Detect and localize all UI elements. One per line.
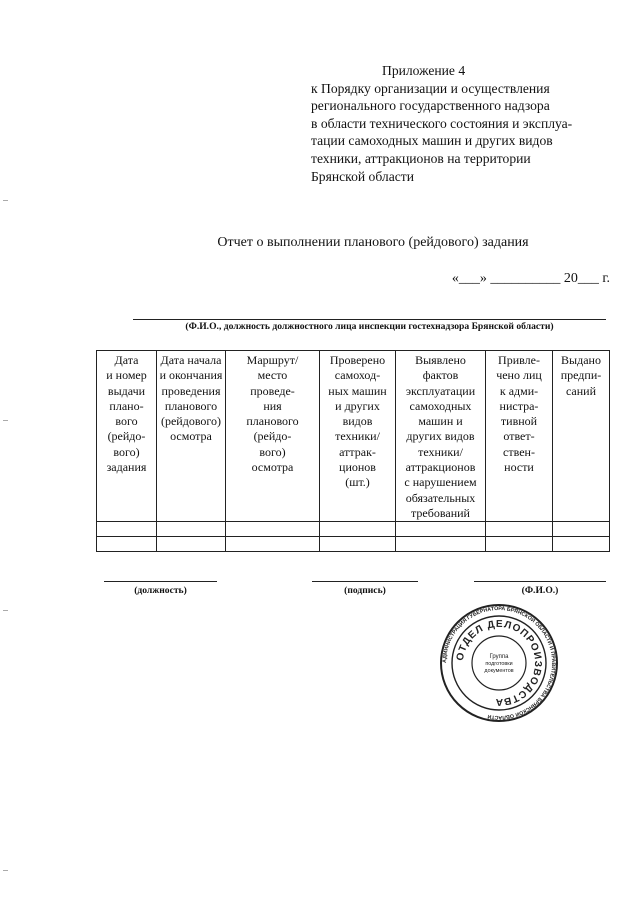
table-cell[interactable]	[396, 522, 486, 537]
table-cell[interactable]	[320, 522, 396, 537]
table-row	[97, 522, 610, 537]
position-underline	[104, 581, 217, 582]
table-cell[interactable]	[396, 537, 486, 552]
document-title: Отчет о выполнении планового (рейдового) задания	[217, 235, 529, 250]
stamp-center-line: Группа	[489, 654, 509, 660]
column-header: Дата начала и окончания проведения планового (рейдового) осмотра	[157, 351, 226, 522]
table-cell[interactable]	[553, 522, 610, 537]
appendix-line: регионального государственного надзора	[311, 98, 550, 114]
table-row	[97, 537, 610, 552]
column-header: Выявлено фактов эксплуатации самоходных машин и других видов техники/ аттракционов с нарушением обязательных требований	[396, 351, 486, 522]
table-cell[interactable]	[320, 537, 396, 552]
table-cell[interactable]	[97, 522, 157, 537]
table-cell[interactable]	[226, 537, 320, 552]
appendix-heading: Приложение 4	[382, 63, 466, 78]
table-cell[interactable]	[226, 522, 320, 537]
fio-caption: (Ф.И.О., должность должностного лица инспекции гостехнадзора Брянской области)	[185, 321, 554, 332]
table-cell[interactable]	[97, 537, 157, 552]
column-header: Дата и номер выдачи плано- вого (рейдо- вого) задания	[97, 351, 157, 522]
column-header: Привле- чено лиц к адми- нистра- тивной ответ- ствен- ности	[486, 351, 553, 522]
name-caption: (Ф.И.О.)	[521, 585, 559, 596]
fio-underline	[133, 319, 606, 320]
appendix-line: к Порядку организации и осуществления	[311, 80, 550, 96]
signature-caption: (подпись)	[344, 585, 386, 596]
report-table	[96, 350, 610, 552]
stamp-center-line: подготовки	[485, 661, 513, 667]
scan-mark	[3, 200, 8, 201]
table-cell[interactable]	[553, 537, 610, 552]
appendix-block	[311, 62, 611, 185]
name-underline	[474, 581, 606, 582]
scan-mark	[3, 870, 8, 871]
position-caption: (должность)	[134, 585, 187, 596]
scan-mark	[3, 610, 8, 611]
scan-mark	[3, 420, 8, 421]
table-cell[interactable]	[157, 522, 226, 537]
date-line: «___» __________ 20___ г.	[451, 271, 610, 286]
stamp-ring-text: ОТДЕЛ ДЕЛОПРОИЗВОДСТВА	[454, 618, 544, 708]
table-cell[interactable]	[157, 537, 226, 552]
office-stamp	[439, 603, 559, 723]
column-header: Проверено самоход- ных машин и других видов техники/ аттрак- ционов (шт.)	[320, 351, 396, 522]
column-header: Маршрут/ место проведе- ния планового (рейдо- вого) осмотра	[226, 351, 320, 522]
column-header: Выдано предпи- саний	[553, 351, 610, 522]
stamp-center-line: документов	[484, 668, 514, 674]
table-cell[interactable]	[486, 522, 553, 537]
appendix-line: Брянской области	[311, 168, 414, 184]
appendix-line: в области технического состояния и эксплуа-	[311, 115, 573, 131]
stamp-outer-text: АДМИНИСТРАЦИЯ ГУБЕРНАТОРА БРЯНСКОЙ ОБЛАСТИ И ПРАВИТЕЛЬСТВА БРЯНСКОЙ ОБЛАСТИ	[441, 605, 557, 721]
table-cell[interactable]	[486, 537, 553, 552]
signature-underline	[312, 581, 418, 582]
appendix-line: тации самоходных машин и других видов	[311, 133, 553, 149]
table-header-row	[97, 351, 610, 522]
appendix-line: техники, аттракционов на территории	[311, 150, 531, 166]
